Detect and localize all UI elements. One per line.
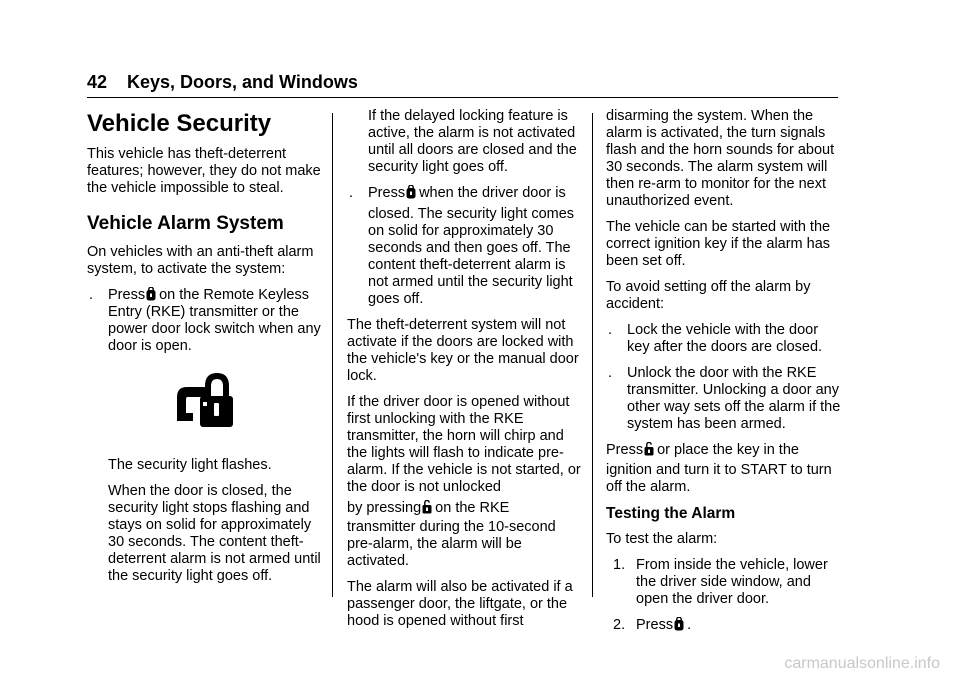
heading-vehicle-security: Vehicle Security [87,110,272,137]
column-divider [592,113,593,597]
list-item-text: Press [368,185,406,201]
list-item-text: Lock the vehicle with the door key after the doors are closed. [627,322,823,355]
paragraph-line [606,442,841,459]
heading-vehicle-alarm-system: Vehicle Alarm System [87,213,284,234]
list-item-text: closed. The security light comes on solid for approximately 30 seconds and then goes off. The content theft-deterrent alarm is not armed until the security light goes off. [368,206,575,307]
paragraph-text: on the RKE [435,500,510,516]
list-item-text: Press [108,287,146,303]
list-item-text: Unlock the door with the RKE transmitter. Unlocking a door any other way sets off the alarm if the system has been armed. [627,365,841,432]
lock-button-icon [406,185,416,199]
paragraph-text: Press [606,442,644,458]
paragraph: disarming the system. When the alarm is activated, the turn signals flash and the horn sounds for about 30 seconds. The alarm system will then re-arm to monitor for the next unauthorized event. [606,108,835,209]
paragraph-text: or place the key in the [657,442,799,458]
bullet-marker: . [608,365,613,381]
list-item-text: on the Remote Keyless Entry (RKE) transmitter or the power door lock switch when any door is open. [108,287,321,354]
column-2 [347,108,582,639]
numbered-item-text: From inside the vehicle, lower the driver side window, and open the driver door. [636,557,828,607]
column-1 [87,108,322,594]
unlock-button-icon [644,442,654,456]
paragraph: If the driver door is opened without first unlocking with the RKE transmitter, the horn will chirp and the lights will flash to indicate pre-alarm. If the vehicle is not started, or the door is not unlocked [347,394,581,495]
numbered-item [606,557,841,608]
page-number: 42 [87,72,108,92]
page-header [87,72,358,93]
list-item-text: when the driver door is [419,185,566,201]
header-rule [87,97,838,98]
bullet-marker: . [608,322,613,338]
paragraph: The theft-deterrent system will not activate if the doors are locked with the vehicle's key or the manual door lock. [347,317,579,384]
paragraph: To test the alarm: [606,531,718,547]
paragraph: The security light flashes. [108,457,272,473]
numbered-item-text: Press [636,617,674,633]
paragraph: This vehicle has theft-deterrent features; however, they do not make the vehicle impossible to steal. [87,146,321,196]
security-lock-icon [173,369,235,429]
heading-testing-the-alarm: Testing the Alarm [606,505,736,522]
bullet-marker: . [89,287,94,303]
lock-button-icon [674,617,684,631]
paragraph: To avoid setting off the alarm by accident: [606,279,811,312]
paragraph-line [347,500,582,517]
numbered-item-text: . [687,617,692,633]
security-light-figure [87,369,322,447]
list-item [606,322,841,356]
item-number: 2. [613,617,626,633]
paragraph-text: by pressing [347,500,422,516]
column-divider [332,113,333,597]
paragraph: On vehicles with an anti-theft alarm system, to activate the system: [87,244,314,277]
list-item [87,287,322,355]
item-number: 1. [613,557,626,573]
unlock-button-icon [422,500,432,514]
watermark: carmanualsonline.info [784,655,940,672]
lock-button-icon [146,287,156,301]
paragraph: The vehicle can be started with the correct ignition key if the alarm has been set off. [606,219,831,269]
paragraph: If the delayed locking feature is active, the alarm is not activated until all doors are closed and the security light goes off. [368,108,577,175]
list-item [347,185,582,308]
column-3 [606,108,841,643]
paragraph: When the door is closed, the security light stops flashing and stays on solid for approximately 30 seconds. The content theft-deterrent alarm is not armed until the security light goes off. [108,483,321,584]
section-title: Keys, Doors, and Windows [127,72,358,92]
paragraph: The alarm will also be activated if a passenger door, the liftgate, or the hood is opened without first [347,579,573,629]
paragraph: transmitter during the 10-second pre-alarm, the alarm will be activated. [347,519,556,569]
bullet-marker: . [349,185,354,201]
paragraph: ignition and turn it to START to turn off the alarm. [606,462,832,495]
list-item [606,365,841,433]
numbered-item [606,617,841,634]
